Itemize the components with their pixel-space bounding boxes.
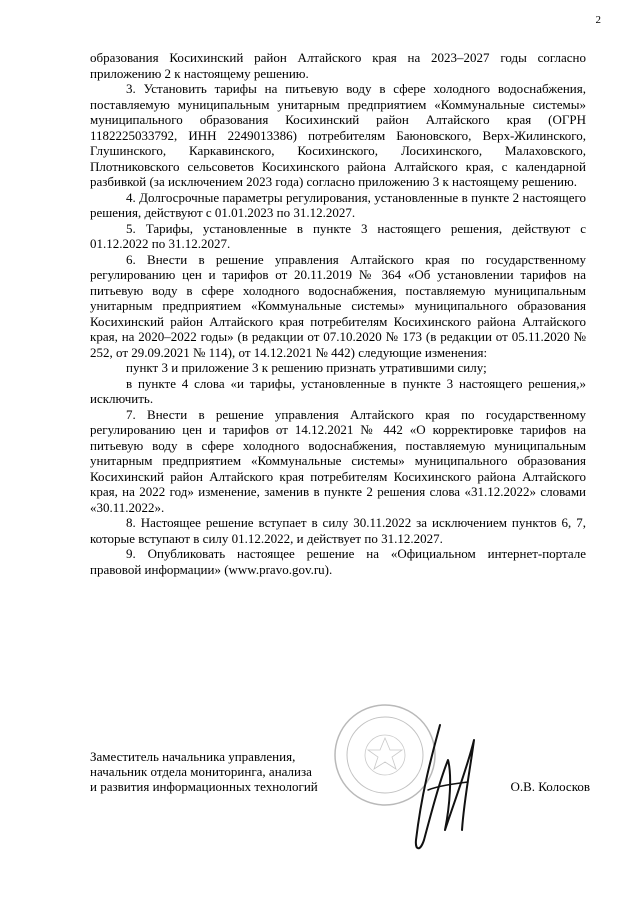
paragraph-6: 6. Внести в решение управления Алтайского края по государственному регулированию цен и тарифов от 20.11.2019 № 364 «Об установлении тарифов на питьевую воду в сфере холодного водоснабжения, поставляемую муниципальным унитарным предприятием «Коммунальные системы» муниципального образования Косихинский район Алтайского края потребителям Косихинского района Алтайского края, на 2020–2022 годы» (в редакции от 07.10.2020 № 173 (в редакции от 05.11.2020 № 252, от 29.09.2021 № 114), от 14.12.2021 № 442) следующие изменения: <box>90 251 586 360</box>
document-body <box>90 50 586 577</box>
paragraph-4: 4. Долгосрочные параметры регулирования, установленные в пункте 2 настоящего решения, действуют с 01.01.2023 по 31.12.2027. <box>90 189 586 220</box>
signature-block <box>90 749 590 794</box>
paragraph-9: 9. Опубликовать настоящее решение на «Официальном интернет-портале правовой информации» (www.pravo.gov.ru). <box>90 546 586 577</box>
signer-name: О.В. Колосков <box>510 779 590 794</box>
page-number: 2 <box>595 14 601 26</box>
paragraph-6-item-2: в пункте 4 слова «и тарифы, установленные в пункте 3 настоящего решения,» исключить. <box>90 375 586 406</box>
signer-title-line: и развития информационных технологий <box>90 779 318 794</box>
paragraph-7: 7. Внести в решение управления Алтайского края по государственному регулированию цен и тарифов от 14.12.2021 № 442 «О корректировке тарифов на питьевую воду в сфере холодного водоснабжения, поставляемую муниципальным унитарным предприятием «Коммунальные системы» муниципального образования Косихинский район Алтайского края потребителям Косихинского района Алтайского края, на 2022 год» изменение, заменив в пункте 2 решения слова «31.12.2022» словами «30.11.2022». <box>90 406 586 515</box>
signer-title-line: начальник отдела мониторинга, анализа <box>90 764 312 779</box>
paragraph-5: 5. Тарифы, установленные в пункте 3 настоящего решения, действуют с 01.12.2022 по 31.12.2027. <box>90 220 586 251</box>
paragraph-6-item-1: пункт 3 и приложение 3 к решению признать утратившими силу; <box>126 360 487 375</box>
paragraph-continuation: образования Косихинский район Алтайского края на 2023–2027 годы согласно приложению 2 к настоящему решению. <box>90 50 586 81</box>
signer-title-line: Заместитель начальника управления, <box>90 749 296 764</box>
paragraph-3: 3. Установить тарифы на питьевую воду в сфере холодного водоснабжения, поставляемую муниципальным унитарным предприятием «Коммунальные системы» муниципального образования Косихинский район Алтайского края (ОГРН 1182225033792, ИНН 2249013386) потребителям Баюновского, Верх-Жилинского, Глушинского, Каркавинского, Косихинского, Лосихинского, Малаховского, Плотниковского сельсоветов Косихинского района Алтайского края, с календарной разбивкой (за исключением 2023 года) согласно приложению 3 к настоящему решению. <box>90 81 586 189</box>
signer-title <box>90 749 370 794</box>
paragraph-8: 8. Настоящее решение вступает в силу 30.11.2022 за исключением пунктов 6, 7, которые вступают в силу 01.12.2022, и действует по 31.12.2027. <box>90 515 586 546</box>
